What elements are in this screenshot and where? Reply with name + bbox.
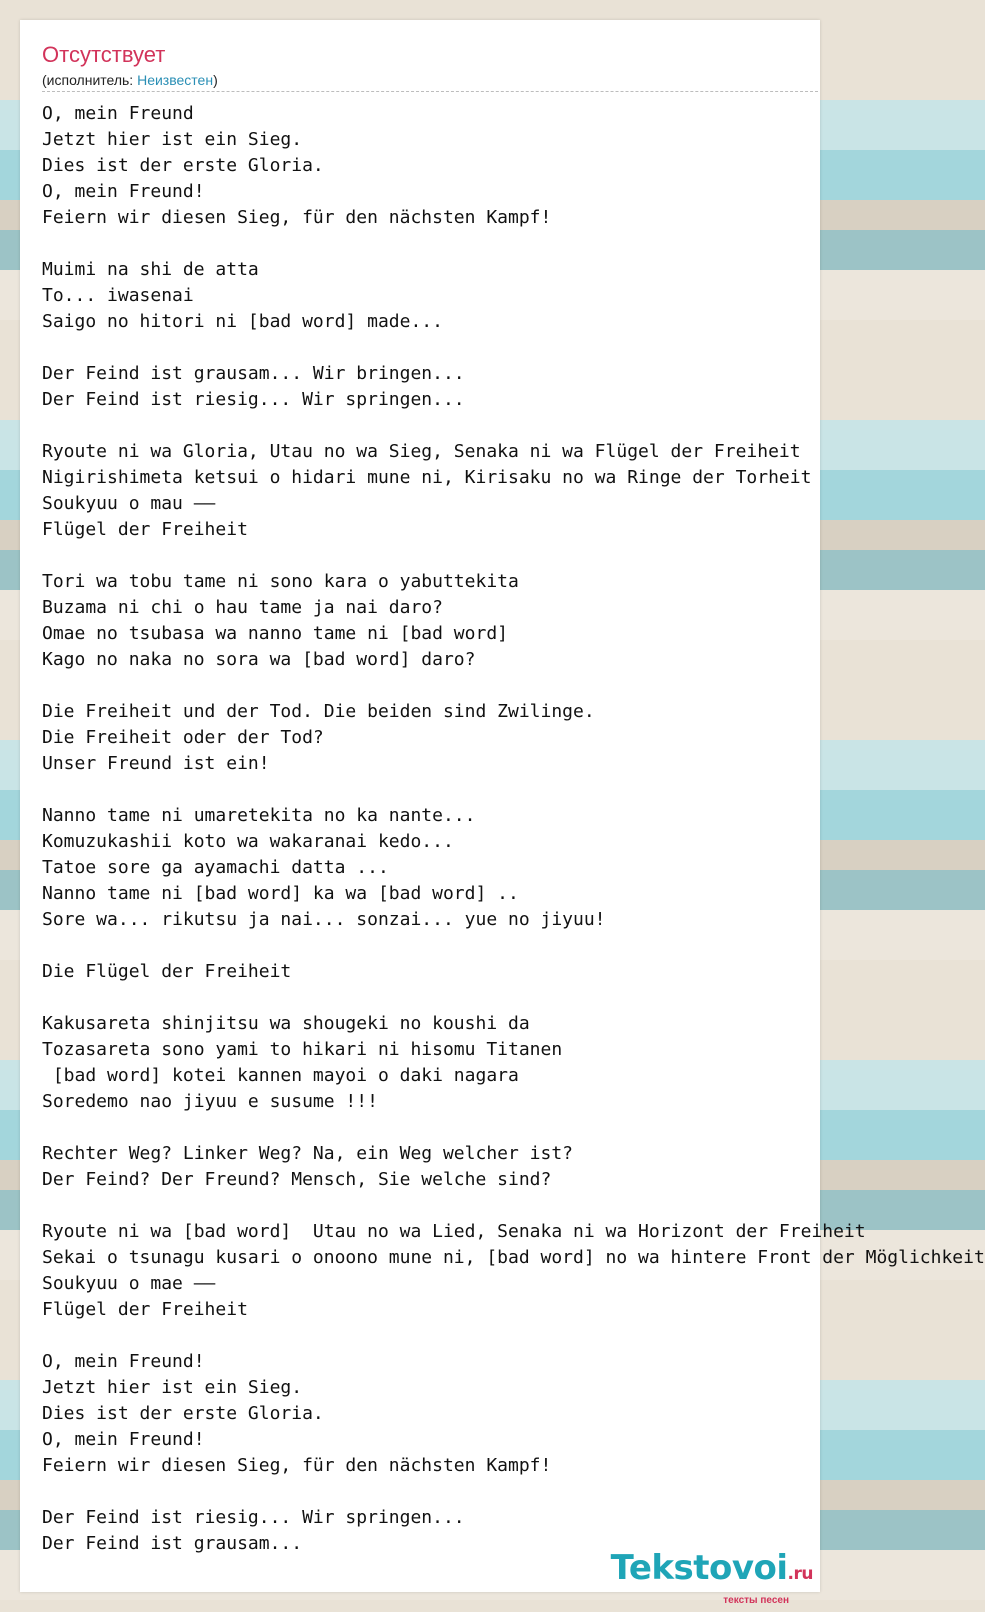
- artist-suffix: ): [213, 72, 218, 88]
- song-title: Отсутствует: [42, 42, 166, 67]
- artist-link[interactable]: Неизвестен: [137, 72, 214, 88]
- lyrics-text: O, mein Freund Jetzt hier ist ein Sieg. Dies ist der erste Gloria. O, mein Freund! Feiern wir diesen Sieg, für den nächsten Kampf! Muimi na shi de atta To... iwasenai Saigo no hitori ni [bad word] made... Der Feind ist grausam... Wir bringen... Der Feind ist riesig... Wir springen... Ryoute ni wa Gloria, Utau no wa Sieg, Senaka ni wa Flügel der Freiheit Nigirishimeta ketsui o hidari mune ni, Kirisaku no wa Ringe der Torheit Soukyuu o mau —— Flügel der Freiheit Tori wa tobu tame ni sono kara o yabuttekita Buzama ni chi o hau tame ja nai daro? Omae no tsubasa wa nanno tame ni [bad word] Kago no naka no sora wa [bad word] daro? Die Freiheit und der Tod. Die beiden sind Zwilinge. Die Freiheit oder der Tod? Unser Freund ist ein! Nanno tame ni umaretekita no ka nante... Komuzukashii koto wa wakaranai kedo... Tatoe sore ga ayamachi datta ... Nanno tame ni [bad word] ka wa [bad word] .. Sore wa... rikutsu ja nai... sonzai... yue no jiyuu! Die Flügel der Freiheit Kakusareta shinjitsu wa shougeki no koushi da Tozasareta sono yami to hikari ni hisomu Titanen [bad word] kotei kannen mayoi o daki nagara Soredemo nao jiyuu e susume !!! Rechter Weg? Linker Weg? Na, ein Weg welcher ist? Der Feind? Der Freund? Mensch, Sie welche sind? Ryoute ni wa [bad word] Utau no wa Lied, Senaka ni wa Horizont der Freiheit Sekai o tsunagu kusari o onoono mune ni, [bad word] no wa hintere Front der Möglichkeit Soukyuu o mae —— Flügel der Freiheit O, mein Freund! Jetzt hier ist ein Sieg. Dies ist der erste Gloria. O, mein Freund! Feiern wir diesen Sieg, für den nächsten Kampf! Der Feind ist riesig... Wir springen... Der Feind ist grausam...: [42, 103, 985, 1554]
- artist-prefix: (исполнитель:: [42, 72, 138, 88]
- site-logo[interactable]: [611, 1550, 813, 1592]
- title-divider: [42, 91, 818, 92]
- lyrics-card: [20, 20, 985, 1592]
- logo-tagline: тексты песен: [723, 1595, 789, 1606]
- artist-line: [42, 71, 218, 89]
- logo-name: Tekstovoi: [610, 1548, 788, 1588]
- logo-tld: .ru: [787, 1564, 813, 1584]
